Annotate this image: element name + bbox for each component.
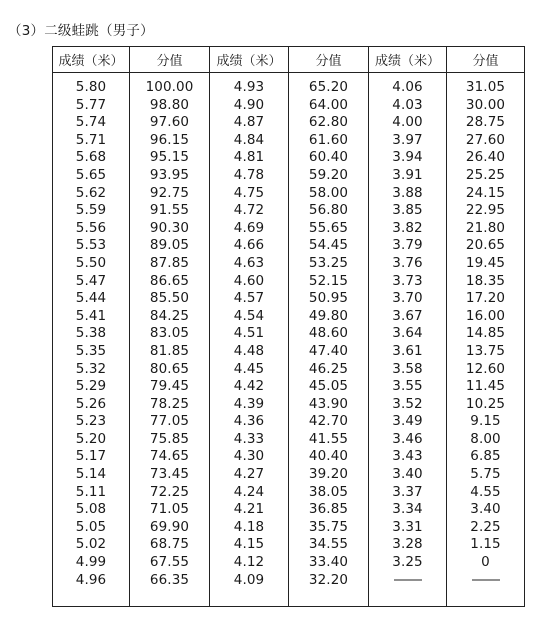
score-cell: 48.60 <box>308 325 349 342</box>
score-cell: 30.00 <box>465 96 506 113</box>
score-cell: 32.20 <box>308 571 349 588</box>
score-cell: 61.60 <box>308 131 349 148</box>
distance-cell: 4.60 <box>233 272 265 289</box>
score-cell: 55.65 <box>308 219 349 236</box>
distance-cell: 4.57 <box>233 290 265 307</box>
score-cell: 69.90 <box>149 518 190 535</box>
distance-cell: 5.68 <box>75 149 107 166</box>
score-cell: 77.05 <box>149 413 190 430</box>
score-cell: 0 <box>481 554 490 571</box>
distance-cell: 3.58 <box>392 360 423 377</box>
distance-cell: 4.84 <box>233 131 265 148</box>
distance-cell: 5.17 <box>75 448 107 465</box>
score-cell: 14.85 <box>465 325 506 342</box>
score-cell: 20.65 <box>465 237 506 254</box>
distance-cell: 4.45 <box>233 360 265 377</box>
score-cell: 85.50 <box>149 290 190 307</box>
distance-cell: 3.73 <box>392 272 423 289</box>
score-cell: 54.45 <box>308 237 349 254</box>
distance-cell: 4.15 <box>233 536 265 553</box>
table-body-row <box>53 73 525 607</box>
score-cell: 17.20 <box>465 290 506 307</box>
distance-cell: 3.34 <box>392 501 423 518</box>
score-cell: 67.55 <box>149 554 190 571</box>
distance-cell: 5.26 <box>75 395 107 412</box>
score-cell: 50.95 <box>308 290 349 307</box>
distance-cell: 5.11 <box>75 483 107 500</box>
distance-cell: 5.65 <box>75 166 107 183</box>
score-cell: 65.20 <box>308 79 349 95</box>
column-header-score: 分值 <box>289 47 369 73</box>
table-header-row <box>53 47 525 73</box>
distance-cell: 3.43 <box>392 448 423 465</box>
distance-cell: 3.82 <box>392 219 423 236</box>
score-cell: 89.05 <box>149 237 190 254</box>
score-column <box>130 73 210 607</box>
distance-cell: 4.27 <box>233 466 265 483</box>
score-cell: 8.00 <box>470 430 501 447</box>
distance-cell: 4.21 <box>233 501 265 518</box>
distance-cell: 3.79 <box>392 237 423 254</box>
distance-cell: 4.18 <box>233 518 265 535</box>
score-cell: 38.05 <box>308 483 349 500</box>
score-cell: 84.25 <box>149 307 190 324</box>
score-cell: 34.55 <box>308 536 349 553</box>
score-cell: 80.65 <box>149 360 190 377</box>
distance-cell: 5.62 <box>75 184 107 201</box>
score-cell: 16.00 <box>465 307 506 324</box>
distance-cell: 4.00 <box>392 114 423 131</box>
distance-cell: 5.14 <box>75 466 107 483</box>
empty-dash <box>472 580 500 581</box>
score-cell: 83.05 <box>149 325 190 342</box>
score-cell: 92.75 <box>149 184 190 201</box>
distance-cell: 5.05 <box>75 518 107 535</box>
distance-cell: 5.50 <box>75 254 107 271</box>
distance-cell: 5.29 <box>75 378 107 395</box>
distance-cell: 5.44 <box>75 290 107 307</box>
score-cell: 39.20 <box>308 466 349 483</box>
score-cell: 41.55 <box>308 430 349 447</box>
score-cell: 19.45 <box>465 254 506 271</box>
score-cell: 40.40 <box>308 448 349 465</box>
score-cell: 81.85 <box>149 342 190 359</box>
score-cell: 11.45 <box>465 378 506 395</box>
distance-cell: 3.46 <box>392 430 423 447</box>
score-cell: 49.80 <box>308 307 349 324</box>
score-cell: 12.60 <box>465 360 506 377</box>
distance-cell: 3.94 <box>392 149 423 166</box>
distance-column <box>210 73 289 607</box>
score-cell: 71.05 <box>149 501 190 518</box>
score-cell: 90.30 <box>149 219 190 236</box>
column-header-distance: 成绩（米） <box>369 47 447 73</box>
score-table <box>52 46 525 607</box>
distance-cell: 5.53 <box>75 237 107 254</box>
score-cell: 72.25 <box>149 483 190 500</box>
score-cell: 26.40 <box>465 149 506 166</box>
distance-cell: 5.80 <box>75 79 107 95</box>
score-cell: 2.25 <box>470 518 501 535</box>
distance-cell: 5.35 <box>75 342 107 359</box>
score-cell: 5.75 <box>470 466 501 483</box>
score-cell: 4.55 <box>470 483 501 500</box>
score-cell: 45.05 <box>308 378 349 395</box>
empty-dash <box>394 580 422 581</box>
distance-cell: 3.37 <box>392 483 423 500</box>
distance-cell: 3.85 <box>392 202 423 219</box>
distance-cell: 4.03 <box>392 96 423 113</box>
distance-cell: 3.67 <box>392 307 423 324</box>
distance-cell: 4.90 <box>233 96 265 113</box>
distance-cell: 4.75 <box>233 184 265 201</box>
distance-cell: 4.12 <box>233 554 265 571</box>
score-cell: 10.25 <box>465 395 506 412</box>
distance-cell: 3.55 <box>392 378 423 395</box>
distance-cell: 4.51 <box>233 325 265 342</box>
score-cell: 98.80 <box>149 96 190 113</box>
table-heading: （3）二级蛙跳（男子） <box>8 23 154 39</box>
distance-cell: 4.96 <box>75 571 107 588</box>
score-cell: 18.35 <box>465 272 506 289</box>
distance-cell: 4.24 <box>233 483 265 500</box>
distance-cell: 4.33 <box>233 430 265 447</box>
distance-cell: 4.39 <box>233 395 265 412</box>
score-cell: 9.15 <box>470 413 501 430</box>
score-cell: 60.40 <box>308 149 349 166</box>
score-cell <box>447 572 524 590</box>
distance-cell: 3.40 <box>392 466 423 483</box>
distance-cell: 4.69 <box>233 219 265 236</box>
distance-cell: 5.32 <box>75 360 107 377</box>
distance-cell: 4.78 <box>233 166 265 183</box>
distance-cell: 3.25 <box>392 554 423 571</box>
score-cell: 66.35 <box>149 571 190 588</box>
distance-cell: 5.77 <box>75 96 107 113</box>
score-cell: 96.15 <box>149 131 190 148</box>
distance-cell: 4.72 <box>233 202 265 219</box>
distance-cell: 4.66 <box>233 237 265 254</box>
column-header-score: 分值 <box>447 47 525 73</box>
distance-cell: 4.87 <box>233 114 265 131</box>
distance-column <box>369 73 447 607</box>
score-cell: 6.85 <box>470 448 501 465</box>
distance-cell: 4.81 <box>233 149 265 166</box>
score-cell: 22.95 <box>465 202 506 219</box>
score-cell: 28.75 <box>465 114 506 131</box>
score-cell: 31.05 <box>465 79 506 95</box>
score-cell: 25.25 <box>465 166 506 183</box>
distance-cell: 4.99 <box>75 554 107 571</box>
distance-cell: 5.02 <box>75 536 107 553</box>
score-cell: 62.80 <box>308 114 349 131</box>
score-cell: 91.55 <box>149 202 190 219</box>
score-cell: 33.40 <box>308 554 349 571</box>
distance-cell: 3.61 <box>392 342 423 359</box>
score-cell: 59.20 <box>308 166 349 183</box>
distance-cell: 3.88 <box>392 184 423 201</box>
distance-cell: 3.70 <box>392 290 423 307</box>
score-cell: 74.65 <box>149 448 190 465</box>
distance-cell: 4.63 <box>233 254 265 271</box>
score-cell: 56.80 <box>308 202 349 219</box>
score-cell: 97.60 <box>149 114 190 131</box>
score-cell: 68.75 <box>149 536 190 553</box>
distance-cell: 5.74 <box>75 114 107 131</box>
distance-cell: 4.09 <box>233 571 265 588</box>
distance-cell: 3.28 <box>392 536 423 553</box>
column-header-distance: 成绩（米） <box>210 47 289 73</box>
distance-cell: 4.54 <box>233 307 265 324</box>
distance-cell: 5.56 <box>75 219 107 236</box>
score-cell: 43.90 <box>308 395 349 412</box>
score-cell: 13.75 <box>465 342 506 359</box>
score-cell: 21.80 <box>465 219 506 236</box>
distance-cell: 5.59 <box>75 202 107 219</box>
distance-cell: 3.64 <box>392 325 423 342</box>
score-cell: 86.65 <box>149 272 190 289</box>
score-cell: 36.85 <box>308 501 349 518</box>
distance-cell: 4.48 <box>233 342 265 359</box>
distance-cell: 4.06 <box>392 79 423 95</box>
score-cell: 35.75 <box>308 518 349 535</box>
distance-cell: 5.47 <box>75 272 107 289</box>
score-cell: 27.60 <box>465 131 506 148</box>
distance-cell <box>369 572 446 590</box>
distance-cell: 3.97 <box>392 131 423 148</box>
distance-cell: 4.30 <box>233 448 265 465</box>
score-cell: 78.25 <box>149 395 190 412</box>
distance-cell: 3.91 <box>392 166 423 183</box>
distance-cell: 4.93 <box>233 79 265 95</box>
score-cell: 87.85 <box>149 254 190 271</box>
score-cell: 47.40 <box>308 342 349 359</box>
distance-cell: 3.49 <box>392 413 423 430</box>
score-column <box>447 73 525 607</box>
distance-cell: 4.42 <box>233 378 265 395</box>
distance-cell: 3.31 <box>392 518 423 535</box>
score-cell: 75.85 <box>149 430 190 447</box>
score-cell: 1.15 <box>470 536 501 553</box>
score-cell: 46.25 <box>308 360 349 377</box>
distance-cell: 3.76 <box>392 254 423 271</box>
distance-cell: 5.71 <box>75 131 107 148</box>
column-header-distance: 成绩（米） <box>53 47 130 73</box>
distance-column <box>53 73 130 607</box>
distance-cell: 5.08 <box>75 501 107 518</box>
distance-cell: 5.41 <box>75 307 107 324</box>
distance-cell: 4.36 <box>233 413 265 430</box>
score-cell: 100.00 <box>145 79 194 95</box>
score-cell: 3.40 <box>470 501 501 518</box>
score-cell: 24.15 <box>465 184 506 201</box>
score-cell: 42.70 <box>308 413 349 430</box>
distance-cell: 5.38 <box>75 325 107 342</box>
score-cell: 93.95 <box>149 166 190 183</box>
distance-cell: 3.52 <box>392 395 423 412</box>
score-cell: 73.45 <box>149 466 190 483</box>
score-cell: 95.15 <box>149 149 190 166</box>
score-cell: 64.00 <box>308 96 349 113</box>
score-cell: 53.25 <box>308 254 349 271</box>
distance-cell: 5.20 <box>75 430 107 447</box>
score-column <box>289 73 369 607</box>
distance-cell: 5.23 <box>75 413 107 430</box>
column-header-score: 分值 <box>130 47 210 73</box>
score-cell: 79.45 <box>149 378 190 395</box>
score-cell: 52.15 <box>308 272 349 289</box>
score-cell: 58.00 <box>308 184 349 201</box>
